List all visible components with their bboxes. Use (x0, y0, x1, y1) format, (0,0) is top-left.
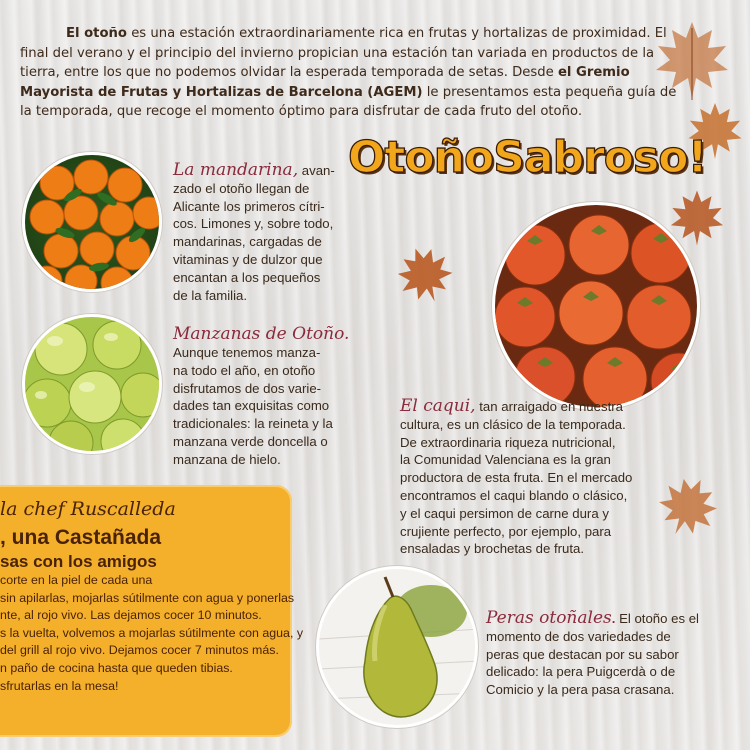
caqui-line: ensaladas y brochetas de fruta. (400, 541, 585, 557)
chef-line: s la vuelta, volvemos a mojarlas sútilmente con agua, y (0, 625, 304, 640)
mandarina-line: encantan a los pequeños (173, 269, 321, 285)
mandarina-line: vitaminas y de dulzor que (173, 251, 323, 267)
chef-title: , una Castañada (0, 526, 162, 549)
manzanas-line: na todo el año, en otoño (173, 362, 316, 378)
peras-line: delicado: la pera Puigcerdà o de (486, 664, 676, 680)
mandarina-heading: La mandarina, (173, 160, 299, 180)
mandarina-line: avan- (301, 163, 335, 178)
manzanas-heading: Manzanas de Otoño. (173, 324, 350, 344)
mandarina-line: mandarinas, cargadas de (173, 234, 322, 250)
caqui-line: crujiente perfecto, por ejemplo, para (400, 523, 612, 539)
chef-line: sfrutarlas en la mesa! (0, 678, 119, 693)
manzanas-line: manzana de hielo. (173, 451, 281, 467)
mandarins-photo (22, 152, 162, 292)
caqui-line: la Comunidad Valenciana es la gran (400, 452, 611, 468)
intro-lead: El otoño (66, 26, 127, 41)
caqui-line: encontramos el caqui blando o clásico, (400, 487, 628, 503)
caqui-line: y el caqui persimon de carne dura y (400, 505, 609, 521)
mandarina-block (173, 162, 358, 304)
peras-heading: Peras otoñales (486, 608, 612, 628)
chef-line: corte en la piel de cada una (0, 573, 153, 587)
caqui-line: tan arraigado en nuestra (479, 399, 623, 414)
chef-recipe-text (0, 498, 304, 695)
manzanas-line: disfrutamos de dos varie- (173, 380, 322, 396)
peras-block (486, 610, 741, 699)
mandarina-line: Alicante los primeros cítri- (173, 198, 325, 214)
mandarina-line: cos. Limones y, sobre todo, (173, 216, 334, 232)
caqui-line: De extraordinaria riqueza nutricional, (400, 434, 616, 450)
intro-text-2: le presentamos esta pequeña guía de la temporada, que recoge el momento óptimo para disfrutar de cada fruto del otoño. (20, 84, 677, 119)
page-title: OtoñoSabroso! (348, 132, 707, 183)
manzanas-line: manzana verde doncella o (173, 433, 328, 449)
maple-leaf-icon (393, 244, 457, 306)
apples-photo (22, 314, 162, 454)
mandarina-line: zado el otoño llegan de (173, 180, 310, 196)
chef-line: n paño de cocina hasta que queden tibias. (0, 660, 233, 675)
intro-paragraph (20, 24, 680, 122)
pear-photo (316, 566, 478, 728)
caqui-line: cultura, es un clásico de la temporada. (400, 416, 626, 432)
chef-name: la chef Ruscalleda (0, 498, 176, 520)
chef-line: sin apilarlas, mojarlas sútilmente con agua y ponerlas (0, 590, 295, 605)
intro-text-1: es una estación extraordinariamente rica en frutas y hortalizas de proximidad. El final del verano y el principio del invierno propician una estación tan variada en productos de la tierra, entre los que no podemos olvidar la esperada temporada de setas. Desde (20, 26, 667, 80)
peras-line: Comicio y la pera pasa crasana. (486, 682, 675, 698)
peras-line: El otoño es el (619, 611, 699, 626)
manzanas-line: tradicionales: la reineta y la (173, 416, 333, 432)
peras-dot: . (611, 611, 616, 626)
chef-line: nte, al rojo vivo. Las dejamos cocer 10 minutos. (0, 608, 262, 623)
maple-leaf-icon (652, 18, 732, 102)
intro-org: el Gremio Mayorista de Frutas y Hortalizas de Barcelona (AGEM) (20, 65, 630, 100)
peras-line: peras que destacan por su sabor (486, 646, 679, 662)
manzanas-block (173, 324, 373, 469)
peras-line: momento de dos variedades de (486, 628, 671, 644)
chef-subtitle: sas con los amigos (0, 552, 157, 571)
manzanas-line: dades tan exquisitas como (173, 398, 330, 414)
mandarina-line: de la familia. (173, 287, 248, 303)
persimmons-photo (492, 202, 700, 410)
caqui-heading: El caqui, (400, 396, 476, 416)
manzanas-line: Aunque tenemos manza- (173, 345, 321, 360)
caqui-line: productora de esta fruta. En el mercado (400, 470, 633, 486)
caqui-block (400, 398, 690, 558)
chef-line: del grill al rojo vivo. Dejamos cocer 7 minutos más. (0, 643, 279, 658)
